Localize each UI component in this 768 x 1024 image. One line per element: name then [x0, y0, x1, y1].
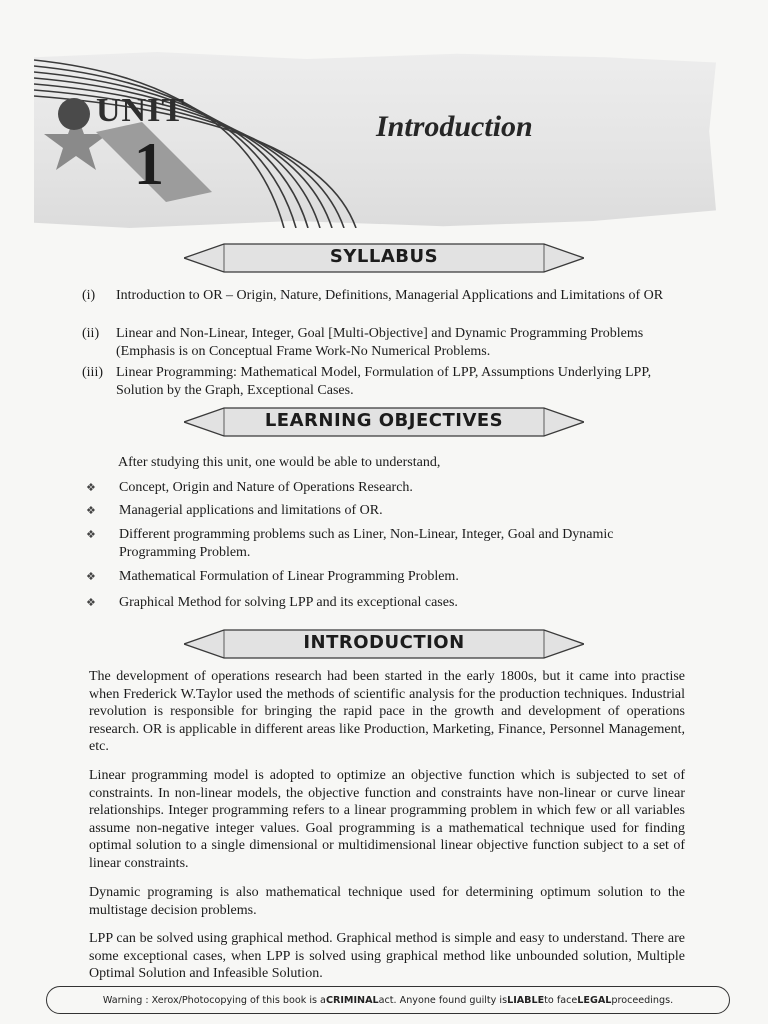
objective-text: Managerial applications and limitations of OR. [119, 503, 383, 518]
syllabus-item-number: (iii) [82, 365, 103, 380]
syllabus-item-text: Introduction to OR – Origin, Nature, Definitions, Managerial Applications and Limitations of OR [116, 288, 664, 303]
diamond-bullet-icon: ❖ [86, 596, 96, 609]
unit-number: 1 [134, 131, 164, 197]
warning-text: Warning : Xerox/Photocopying of this book is a [102, 994, 326, 1006]
introduction-heading: INTRODUCTION [303, 632, 465, 653]
diamond-bullet-icon: ❖ [86, 528, 96, 541]
warning-emphasis: LEGAL [577, 994, 612, 1006]
objectives-heading: LEARNING OBJECTIVES [264, 410, 504, 431]
warning-text: to face [544, 994, 578, 1006]
objective-text: Different programming problems such as Liner, Non-Linear, Integer, Goal and Dynamic Programming Problem. [119, 527, 614, 560]
warning-emphasis: LIABLE [507, 994, 545, 1006]
objectives-intro: After studying this unit, one would be able to understand, [118, 455, 441, 470]
syllabus-item-text: Linear Programming: Mathematical Model, Formulation of LPP, Assumptions Underlying LPP, Solution by the Graph, Exceptional Cases. [116, 365, 652, 398]
objective-text: Mathematical Formulation of Linear Programming Problem. [119, 569, 459, 584]
circle-icon [58, 98, 90, 130]
page-title: Introduction [376, 110, 533, 143]
objective-text: Concept, Origin and Nature of Operations Research. [119, 480, 413, 495]
diamond-bullet-icon: ❖ [86, 481, 96, 494]
copyright-warning [46, 986, 730, 1014]
warning-text: act. Anyone found guilty is [378, 994, 508, 1006]
paragraph: Dynamic programing is also mathematical technique used for determining optimum solution to the multistage decision problems. [89, 885, 685, 918]
unit-label: UNIT [96, 92, 186, 129]
warning-text: proceedings. [611, 994, 674, 1006]
syllabus-item-number: (i) [82, 288, 96, 303]
diamond-bullet-icon: ❖ [86, 570, 96, 583]
warning-emphasis: CRIMINAL [325, 994, 379, 1006]
diamond-bullet-icon: ❖ [86, 504, 96, 517]
syllabus-item-text: Linear and Non-Linear, Integer, Goal [Multi-Objective] and Dynamic Programming Problems (Emphasis is on Conceptual Frame Work-No Numerical Problems. [116, 326, 644, 359]
paragraph: LPP can be solved using graphical method. Graphical method is simple and easy to understand. There are some exceptional cases, when LPP is solved using graphical method like unbounded solution, Multiple Optimal Solution and Infeasible Solution. [89, 931, 685, 981]
paragraph: Linear programming model is adopted to optimize an objective function which is subjected to set of constraints. In non-linear models, the objective function and constraints have non-linear or curve linear relationships. Integer programming refers to a linear programming problem in which few or all variables assume non-negative integer values. Goal programming is a mathematical technique used for finding optimal solution to a single dimensional or multidimensional linear objective function subject to a set of linear constraints. [89, 768, 685, 871]
objective-text: Graphical Method for solving LPP and its exceptional cases. [119, 595, 458, 610]
syllabus-item-number: (ii) [82, 326, 100, 341]
paragraph: The development of operations research had been started in the early 1800s, but it came into practise when Frederick W.Taylor used the methods of scientific analysis for the production techniques. Industrial revolution is responsible for bringing the rapid pace in the growth and development of operations research. OR is applicable in different areas like Production, Marketing, Finance, Personnel Management, etc. [89, 669, 685, 754]
syllabus-heading: SYLLABUS [329, 246, 439, 267]
